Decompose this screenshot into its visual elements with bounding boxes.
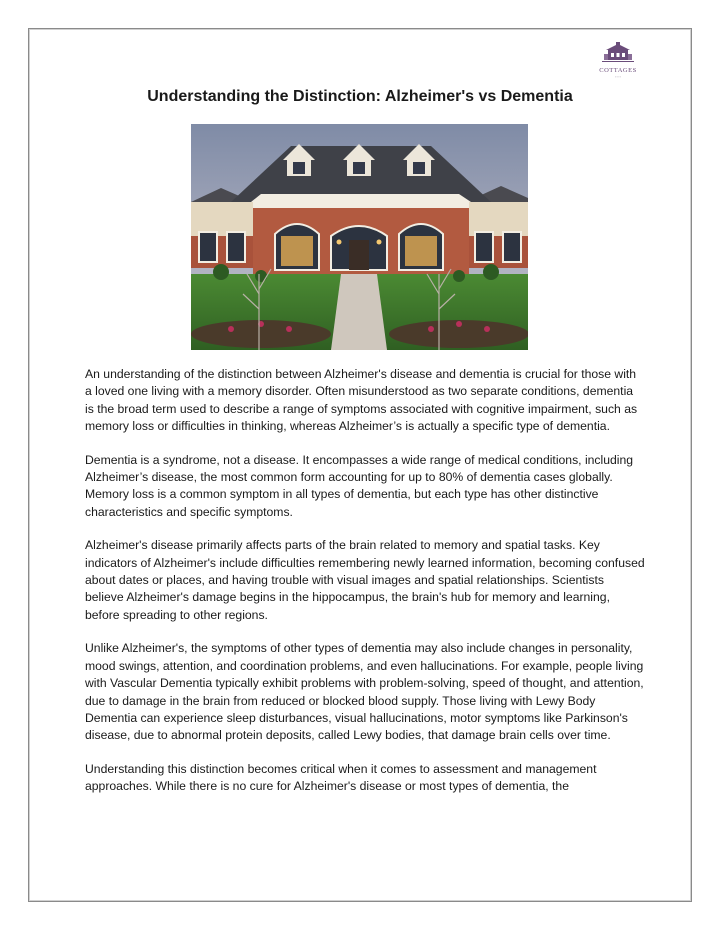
brick-house-photo <box>191 124 528 350</box>
paragraph: Alzheimer's disease primarily affects parts of the brain related to memory and spatial tasks. Key indicators of Alzheimer's include difficulties remembering newly learned information, becoming confused about dates or places, and having trouble with visual images and spatial relationships. Scientists believe Alzheimer's damage begins in the hippocampus, the brain's hub for memory and learning, before spreading to other regions. <box>85 538 645 622</box>
logo-tagline: • • • <box>615 75 621 79</box>
paragraph: Unlike Alzheimer's, the symptoms of other types of dementia may also include changes in personality, mood swings, attention, and coordination problems, and even hallucinations. For example, people living with Vascular Dementia typically exhibit problems with problem-solving, speed of thought, and attention, due to damage in the brain from reduced or blocked blood supply. Those living with Lewy Body Dementia can experience sleep disturbances, visual hallucinations, motor symptoms like Parkinson's disease, due to abnormal protein deposits, called Lewy bodies, that damage brain cells over time. <box>85 641 644 743</box>
logo-wordmark: COTTAGES <box>599 67 637 74</box>
article-body <box>85 366 645 812</box>
paragraph: Understanding this distinction becomes critical when it comes to assessment and management approaches. While there is no cure for Alzheimer's disease or most types of dementia, the <box>85 761 597 794</box>
paragraph: An understanding of the distinction between Alzheimer's disease and dementia is crucial for those with a loved one living with a memory disorder. Often misunderstood as two separate conditions, dementia is the broad term used to describe a range of symptoms associated with cognitive impairment, such as memory loss or difficulties in thinking, whereas Alzheimer’s is actually a specific type of dementia. <box>85 367 638 434</box>
paragraph: Dementia is a syndrome, not a disease. It encompasses a wide range of medical conditions, including Alzheimer’s disease, the most common form accounting for up to 80% of dementia cases globally. Memory loss is a common symptom in all types of dementia, but each type has other distinctive characteristics and specific symptoms. <box>85 452 634 519</box>
page-title: Understanding the Distinction: Alzheimer's vs Dementia <box>147 88 573 105</box>
